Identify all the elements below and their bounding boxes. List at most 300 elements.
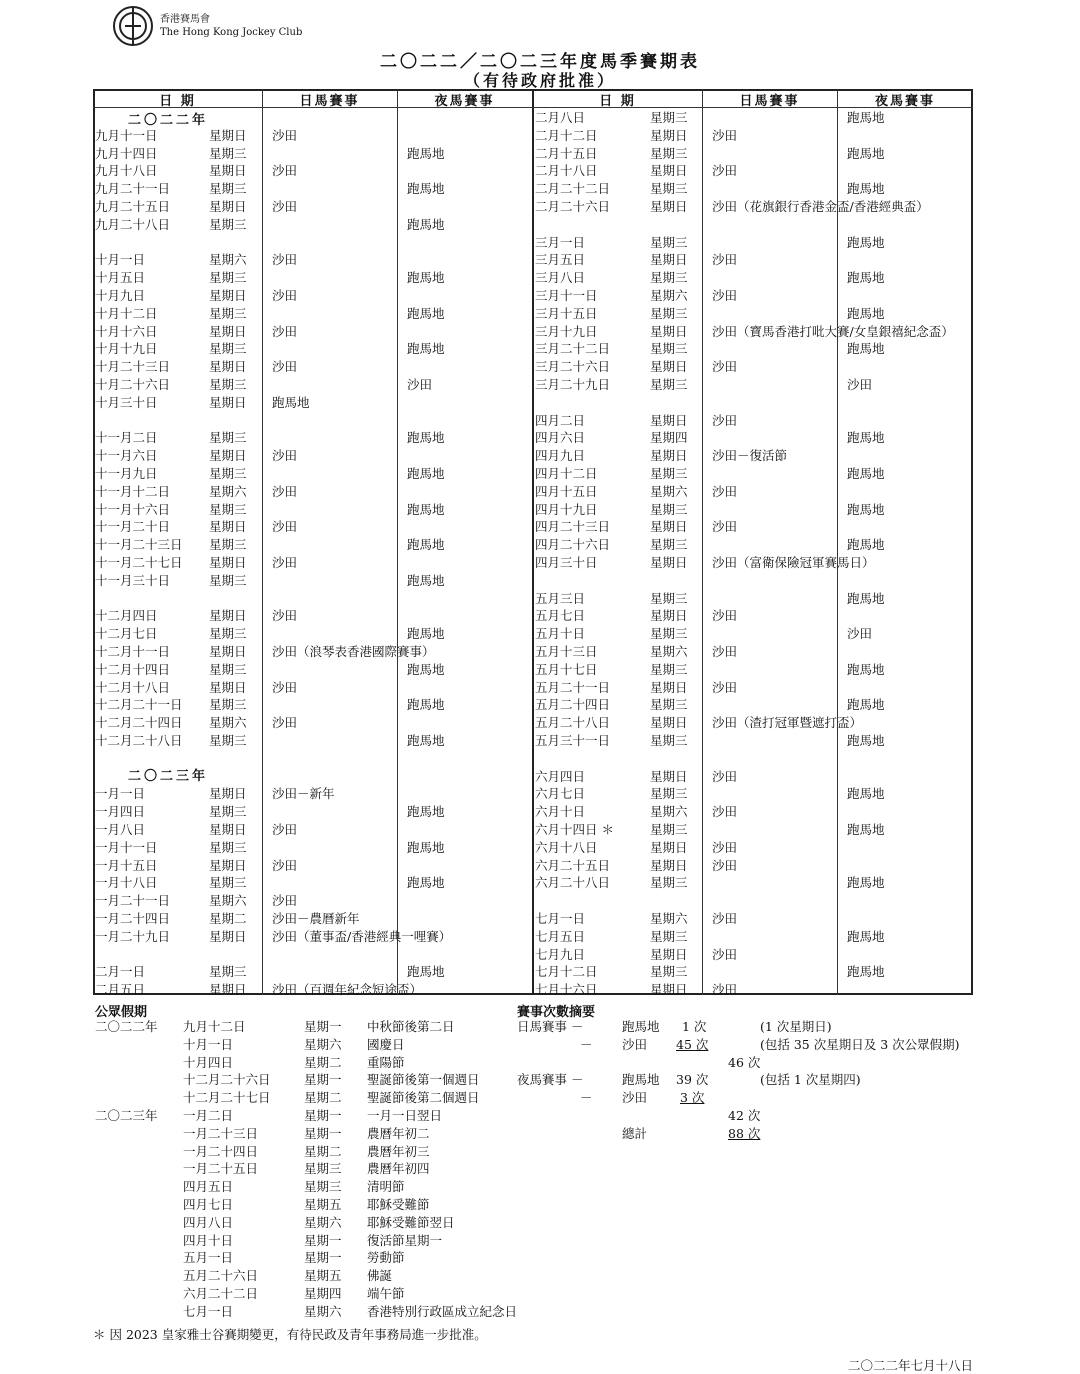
cell-weekday: 星期日 bbox=[209, 359, 247, 375]
holiday-weekday: 星期三 bbox=[304, 1161, 342, 1177]
logo-english: The Hong Kong Jockey Club bbox=[160, 27, 303, 38]
cell-weekday: 星期三 bbox=[209, 733, 247, 748]
holiday-weekday: 星期六 bbox=[304, 1214, 342, 1230]
holiday-name: 中秋節後第二日 bbox=[367, 1019, 455, 1034]
cell-weekday: 星期日 bbox=[209, 288, 247, 303]
cell-day: 沙田－新年 bbox=[272, 786, 335, 802]
cell-night: 跑馬地 bbox=[407, 270, 445, 286]
cell-date: 九月二十八日 bbox=[95, 216, 171, 232]
cell-weekday: 星期二 bbox=[209, 911, 247, 926]
cell-weekday: 星期日 bbox=[209, 519, 247, 535]
cell-weekday: 星期三 bbox=[209, 466, 247, 481]
cell-weekday: 星期三 bbox=[209, 341, 247, 357]
cell-date: 九月二十五日 bbox=[95, 199, 171, 214]
holiday-name: 復活節星期一 bbox=[367, 1232, 443, 1248]
cell-weekday: 星期日 bbox=[650, 199, 688, 214]
cell-day: 沙田 bbox=[712, 608, 738, 624]
holiday-weekday: 星期六 bbox=[304, 1036, 342, 1052]
holiday-name: 清明節 bbox=[367, 1179, 405, 1195]
holiday-weekday: 星期五 bbox=[304, 1197, 342, 1212]
cell-date: 四月二十三日 bbox=[535, 519, 611, 535]
summary-hv-day-note: (1 次星期日) bbox=[760, 1019, 832, 1034]
cell-weekday: 星期六 bbox=[650, 483, 688, 499]
cell-weekday: 星期三 bbox=[650, 234, 688, 250]
cell-weekday: 星期三 bbox=[650, 822, 688, 837]
cell-weekday: 星期日 bbox=[209, 786, 247, 802]
cell-weekday: 星期三 bbox=[650, 377, 688, 392]
holiday-name: 佛誕 bbox=[367, 1268, 393, 1284]
cell-day: 沙田 bbox=[712, 768, 738, 784]
holiday-name: 耶穌受難節翌日 bbox=[367, 1214, 455, 1230]
holiday-year: 二〇二三年 bbox=[95, 1108, 158, 1123]
cell-date: 一月十一日 bbox=[95, 839, 158, 855]
cell-day: 沙田 bbox=[272, 555, 298, 570]
cell-weekday: 星期日 bbox=[650, 715, 688, 731]
holiday-date: 一月二十三日 bbox=[183, 1125, 259, 1141]
cell-weekday: 星期三 bbox=[209, 216, 247, 232]
cell-weekday: 星期三 bbox=[209, 626, 247, 642]
cell-day: 沙田 bbox=[712, 252, 738, 268]
holiday-weekday: 星期三 bbox=[304, 1179, 342, 1195]
holiday-date: 一月二十四日 bbox=[183, 1143, 259, 1159]
cell-date: 六月七日 bbox=[535, 786, 586, 802]
holiday-weekday: 星期一 bbox=[304, 1232, 342, 1248]
cell-weekday: 星期日 bbox=[209, 163, 247, 179]
holiday-date: 四月七日 bbox=[183, 1197, 234, 1212]
cell-weekday: 星期三 bbox=[209, 305, 247, 321]
cell-date: 十二月二十八日 bbox=[95, 733, 183, 748]
holiday-name: 農曆年初四 bbox=[367, 1161, 430, 1177]
cell-night: 跑馬地 bbox=[407, 697, 445, 713]
cell-date: 五月七日 bbox=[535, 608, 586, 624]
cell-date: 十一月二十七日 bbox=[95, 555, 183, 570]
cell-day: 沙田 bbox=[272, 822, 298, 837]
cell-date: 五月十三日 bbox=[535, 644, 598, 659]
cell-date: 九月十八日 bbox=[95, 163, 158, 179]
holiday-date: 四月五日 bbox=[183, 1179, 234, 1195]
cell-date: 五月二十四日 bbox=[535, 697, 611, 713]
cell-weekday: 星期三 bbox=[650, 341, 688, 357]
cell-weekday: 星期三 bbox=[650, 875, 688, 891]
cell-weekday: 星期日 bbox=[209, 127, 247, 143]
divider bbox=[532, 89, 534, 995]
cell-weekday: 星期日 bbox=[650, 857, 688, 873]
year-label-2023: 二〇二三年 bbox=[128, 769, 209, 784]
cell-night: 沙田 bbox=[847, 377, 873, 392]
cell-night: 跑馬地 bbox=[407, 572, 445, 588]
cell-date: 十一月九日 bbox=[95, 466, 158, 481]
cell-date: 四月六日 bbox=[535, 430, 586, 446]
holiday-name: 耶穌受難節 bbox=[367, 1197, 430, 1212]
cell-date: 十二月四日 bbox=[95, 608, 158, 624]
cell-date: 一月二十一日 bbox=[95, 893, 171, 909]
holiday-date: 十二月二十七日 bbox=[183, 1090, 271, 1106]
cell-weekday: 星期日 bbox=[650, 163, 688, 179]
cell-day: 跑馬地 bbox=[272, 394, 310, 410]
cell-weekday: 星期日 bbox=[650, 555, 688, 570]
page-subtitle: （有待政府批准） bbox=[463, 71, 616, 90]
cell-date: 十一月十二日 bbox=[95, 483, 171, 499]
cell-day: 沙田 bbox=[712, 412, 738, 428]
cell-night: 跑馬地 bbox=[407, 964, 445, 980]
holiday-weekday: 星期二 bbox=[304, 1090, 342, 1106]
holiday-date: 六月二十二日 bbox=[183, 1286, 259, 1301]
cell-weekday: 星期日 bbox=[209, 679, 247, 695]
cell-weekday: 星期日 bbox=[209, 644, 247, 659]
cell-weekday: 星期三 bbox=[209, 964, 247, 980]
cell-date: 六月二十五日 bbox=[535, 857, 611, 873]
cell-day: 沙田 bbox=[272, 163, 298, 179]
divider bbox=[702, 89, 703, 995]
summary-day-label: 日馬賽事 － bbox=[517, 1019, 584, 1034]
cell-date: 一月二十九日 bbox=[95, 928, 171, 944]
cell-night: 跑馬地 bbox=[407, 733, 445, 748]
cell-night: 跑馬地 bbox=[407, 430, 445, 446]
cell-weekday: 星期日 bbox=[650, 946, 688, 962]
cell-day: 沙田 bbox=[272, 288, 298, 303]
cell-weekday: 星期日 bbox=[209, 822, 247, 837]
cell-night: 跑馬地 bbox=[847, 501, 885, 517]
cell-night: 跑馬地 bbox=[407, 341, 445, 357]
cell-weekday: 星期日 bbox=[209, 199, 247, 214]
footnote: ＊ 因 2023 皇家雅士谷賽期變更，有待民政及青年事務局進一步批准。 bbox=[93, 1327, 487, 1342]
holiday-date: 十月一日 bbox=[183, 1036, 234, 1052]
cell-day: 沙田 bbox=[272, 252, 298, 268]
holiday-weekday: 星期一 bbox=[304, 1108, 342, 1123]
cell-night: 跑馬地 bbox=[407, 145, 445, 161]
cell-weekday: 星期三 bbox=[650, 928, 688, 944]
cell-weekday: 星期日 bbox=[650, 448, 688, 464]
cell-weekday: 星期三 bbox=[209, 839, 247, 855]
holiday-date: 四月十日 bbox=[183, 1232, 234, 1248]
cell-weekday: 星期三 bbox=[209, 804, 247, 820]
cell-weekday: 星期六 bbox=[650, 644, 688, 659]
cell-date: 三月八日 bbox=[535, 270, 586, 286]
cell-weekday: 星期六 bbox=[650, 911, 688, 926]
cell-night: 跑馬地 bbox=[407, 661, 445, 677]
cell-night: 跑馬地 bbox=[847, 537, 885, 553]
cell-date: 四月十五日 bbox=[535, 483, 598, 499]
cell-weekday: 星期日 bbox=[650, 679, 688, 695]
cell-weekday: 星期日 bbox=[650, 608, 688, 624]
holiday-weekday: 星期二 bbox=[304, 1143, 342, 1159]
cell-day: 沙田（富衛保險冠軍賽馬日） bbox=[712, 555, 875, 570]
cell-night: 跑馬地 bbox=[407, 626, 445, 642]
cell-weekday: 星期三 bbox=[650, 697, 688, 713]
cell-day: 沙田（寶馬香港打吡大賽/女皇銀禧紀念盃） bbox=[712, 323, 954, 339]
cell-day: 沙田 bbox=[272, 483, 298, 499]
cell-day: 沙田 bbox=[712, 857, 738, 873]
holiday-date: 九月十二日 bbox=[183, 1019, 246, 1034]
cell-day: 沙田 bbox=[272, 199, 298, 214]
cell-day: 沙田（浪琴表香港國際賽事） bbox=[272, 644, 435, 659]
hkjc-emblem-icon bbox=[112, 5, 154, 47]
page-title: 二〇二二／二〇二三年度馬季賽期表 bbox=[380, 52, 700, 72]
cell-date: 五月十七日 bbox=[535, 661, 598, 677]
cell-night: 跑馬地 bbox=[407, 537, 445, 553]
cell-weekday: 星期三 bbox=[209, 697, 247, 713]
header-day-left: 日馬賽事 bbox=[299, 94, 360, 109]
cell-date: 十月五日 bbox=[95, 270, 146, 286]
header-night-right: 夜馬賽事 bbox=[874, 94, 935, 109]
holiday-weekday: 星期五 bbox=[304, 1268, 342, 1284]
cell-weekday: 星期日 bbox=[650, 768, 688, 784]
summary-st-day-count: 45 次 bbox=[676, 1037, 709, 1052]
summary-grand-total: 88 次 bbox=[728, 1126, 761, 1141]
cell-date: 二月八日 bbox=[535, 110, 586, 125]
cell-weekday: 星期日 bbox=[209, 394, 247, 410]
cell-date: 十二月十一日 bbox=[95, 644, 171, 659]
hkjc-logo bbox=[112, 6, 302, 46]
cell-weekday: 星期日 bbox=[650, 359, 688, 375]
cell-date: 十月三十日 bbox=[95, 394, 158, 410]
cell-night: 沙田 bbox=[847, 626, 873, 642]
cell-date: 十月十九日 bbox=[95, 341, 158, 357]
divider bbox=[837, 89, 838, 995]
cell-weekday: 星期三 bbox=[209, 501, 247, 517]
holiday-weekday: 星期一 bbox=[304, 1072, 342, 1088]
holiday-date: 七月一日 bbox=[183, 1303, 234, 1319]
issue-date: 二〇二二年七月十八日 bbox=[847, 1358, 973, 1373]
cell-day: 沙田（花旗銀行香港金盃/香港經典盃） bbox=[712, 199, 929, 214]
cell-weekday: 星期三 bbox=[650, 466, 688, 481]
cell-weekday: 星期三 bbox=[650, 590, 688, 606]
cell-date: 一月十八日 bbox=[95, 875, 158, 891]
cell-weekday: 星期六 bbox=[209, 483, 247, 499]
cell-day: 沙田 bbox=[712, 127, 738, 143]
cell-date: 十二月十八日 bbox=[95, 679, 171, 695]
cell-date: 二月十五日 bbox=[535, 145, 598, 161]
divider bbox=[262, 89, 263, 995]
summary-st-day-note: (包括 35 次星期日及 3 次公眾假期) bbox=[760, 1037, 960, 1052]
cell-weekday: 星期日 bbox=[650, 323, 688, 339]
cell-night: 跑馬地 bbox=[847, 590, 885, 606]
cell-date: 四月九日 bbox=[535, 448, 586, 464]
holiday-weekday: 星期二 bbox=[304, 1054, 342, 1070]
cell-date: 十二月二十四日 bbox=[95, 715, 183, 731]
cell-weekday: 星期三 bbox=[650, 626, 688, 642]
holiday-date: 四月八日 bbox=[183, 1214, 234, 1230]
cell-day: 沙田 bbox=[272, 715, 298, 731]
cell-night: 跑馬地 bbox=[407, 466, 445, 481]
holiday-name: 勞動節 bbox=[367, 1250, 405, 1266]
cell-weekday: 星期三 bbox=[209, 875, 247, 891]
cell-weekday: 星期三 bbox=[209, 430, 247, 446]
cell-weekday: 星期日 bbox=[209, 857, 247, 873]
holiday-weekday: 星期四 bbox=[304, 1286, 342, 1301]
summary-dash: － bbox=[580, 1090, 593, 1105]
cell-night: 跑馬地 bbox=[407, 181, 445, 197]
cell-date: 十月十六日 bbox=[95, 323, 158, 339]
cell-date: 二月一日 bbox=[95, 964, 146, 980]
cell-night: 沙田 bbox=[407, 377, 433, 392]
cell-weekday: 星期三 bbox=[209, 537, 247, 553]
cell-date: 七月一日 bbox=[535, 911, 586, 926]
holiday-name: 一月一日翌日 bbox=[367, 1108, 443, 1123]
cell-weekday: 星期三 bbox=[650, 110, 688, 125]
cell-day: 沙田 bbox=[272, 519, 298, 535]
cell-weekday: 星期六 bbox=[650, 288, 688, 303]
cell-night: 跑馬地 bbox=[407, 501, 445, 517]
cell-day: 沙田 bbox=[272, 679, 298, 695]
summary-st-night: 沙田 bbox=[622, 1090, 648, 1105]
cell-night: 跑馬地 bbox=[847, 110, 885, 125]
cell-weekday: 星期三 bbox=[650, 181, 688, 197]
holiday-year: 二〇二二年 bbox=[95, 1019, 158, 1034]
cell-weekday: 星期三 bbox=[209, 270, 247, 286]
cell-date: 十一月三十日 bbox=[95, 572, 171, 588]
cell-weekday: 星期六 bbox=[209, 252, 247, 268]
cell-date: 十月二十三日 bbox=[95, 359, 171, 375]
cell-day: 沙田（百週年紀念短途盃） bbox=[272, 982, 423, 998]
cell-weekday: 星期三 bbox=[650, 786, 688, 802]
cell-date: 十月十二日 bbox=[95, 305, 158, 321]
cell-date: 四月十九日 bbox=[535, 501, 598, 517]
holiday-name: 端午節 bbox=[367, 1286, 405, 1301]
cell-day: 沙田 bbox=[712, 911, 738, 926]
cell-date: 四月十二日 bbox=[535, 466, 598, 481]
cell-date: 三月一日 bbox=[535, 234, 586, 250]
header-day-right: 日馬賽事 bbox=[739, 94, 800, 109]
cell-day: 沙田 bbox=[712, 483, 738, 499]
cell-date: 一月四日 bbox=[95, 804, 146, 820]
cell-night: 跑馬地 bbox=[407, 305, 445, 321]
holiday-name: 農曆年初三 bbox=[367, 1143, 430, 1159]
holiday-date: 一月二十五日 bbox=[183, 1161, 259, 1177]
cell-weekday: 星期六 bbox=[209, 715, 247, 731]
cell-date: 三月二十六日 bbox=[535, 359, 611, 375]
cell-date: 十一月二日 bbox=[95, 430, 158, 446]
holiday-date: 十月四日 bbox=[183, 1054, 234, 1070]
cell-night: 跑馬地 bbox=[847, 430, 885, 446]
summary-night-total: 42 次 bbox=[728, 1108, 761, 1123]
cell-date: 五月二十八日 bbox=[535, 715, 611, 731]
summary-hv-night: 跑馬地 bbox=[622, 1072, 660, 1087]
header-divider bbox=[93, 107, 973, 108]
holiday-date: 一月二日 bbox=[183, 1108, 234, 1123]
cell-weekday: 星期六 bbox=[209, 893, 247, 909]
summary-title: 賽事次數摘要 bbox=[517, 1005, 596, 1020]
summary-hv-day: 跑馬地 bbox=[622, 1019, 660, 1034]
cell-date: 四月二十六日 bbox=[535, 537, 611, 553]
cell-night: 跑馬地 bbox=[847, 822, 885, 837]
holiday-weekday: 星期一 bbox=[304, 1125, 342, 1141]
cell-day: 沙田 bbox=[712, 163, 738, 179]
cell-date: 九月十一日 bbox=[95, 127, 158, 143]
cell-day: 沙田 bbox=[712, 679, 738, 695]
year-label-2022: 二〇二二年 bbox=[128, 113, 209, 128]
cell-day: 沙田 bbox=[272, 127, 298, 143]
cell-day: 沙田 bbox=[272, 323, 298, 339]
cell-date: 十二月二十一日 bbox=[95, 697, 183, 713]
cell-night: 跑馬地 bbox=[847, 875, 885, 891]
cell-date: 十一月二十三日 bbox=[95, 537, 183, 553]
cell-day: 沙田 bbox=[712, 644, 738, 659]
cell-weekday: 星期日 bbox=[650, 982, 688, 998]
cell-date: 五月三日 bbox=[535, 590, 586, 606]
cell-night: 跑馬地 bbox=[407, 216, 445, 232]
summary-hv-night-note: (包括 1 次星期四) bbox=[760, 1072, 861, 1087]
cell-date: 九月十四日 bbox=[95, 145, 158, 161]
holiday-weekday: 星期一 bbox=[304, 1250, 342, 1266]
cell-date: 七月十六日 bbox=[535, 982, 598, 998]
cell-date: 二月十八日 bbox=[535, 163, 598, 179]
cell-date: 二月五日 bbox=[95, 982, 146, 998]
cell-weekday: 星期日 bbox=[209, 448, 247, 464]
cell-weekday: 星期日 bbox=[209, 608, 247, 624]
cell-weekday: 星期三 bbox=[650, 964, 688, 980]
cell-date: 一月一日 bbox=[95, 786, 146, 802]
cell-night: 跑馬地 bbox=[407, 804, 445, 820]
cell-date: 三月二十二日 bbox=[535, 341, 611, 357]
cell-date: 一月八日 bbox=[95, 822, 146, 837]
summary-night-label: 夜馬賽事 － bbox=[517, 1072, 584, 1087]
cell-date: 一月十五日 bbox=[95, 857, 158, 873]
cell-night: 跑馬地 bbox=[847, 181, 885, 197]
cell-night: 跑馬地 bbox=[847, 661, 885, 677]
cell-day: 沙田 bbox=[712, 946, 738, 962]
cell-day: 沙田 bbox=[272, 857, 298, 873]
summary-day-total: 46 次 bbox=[728, 1055, 761, 1070]
summary-st-night-count: 3 次 bbox=[680, 1090, 705, 1105]
cell-weekday: 星期三 bbox=[650, 661, 688, 677]
cell-date: 五月二十一日 bbox=[535, 679, 611, 695]
cell-weekday: 星期三 bbox=[209, 181, 247, 197]
cell-day: 沙田（渣打冠軍暨遮打盃） bbox=[712, 715, 863, 731]
cell-weekday: 星期日 bbox=[650, 839, 688, 855]
cell-weekday: 星期日 bbox=[209, 928, 247, 944]
cell-night: 跑馬地 bbox=[407, 839, 445, 855]
cell-date: 七月十二日 bbox=[535, 964, 598, 980]
cell-night: 跑馬地 bbox=[847, 341, 885, 357]
logo-chinese: 香港賽馬會 bbox=[160, 14, 210, 25]
cell-date: 十一月十六日 bbox=[95, 501, 171, 517]
cell-weekday: 星期日 bbox=[650, 252, 688, 268]
cell-date: 十月二十六日 bbox=[95, 377, 171, 392]
cell-night: 跑馬地 bbox=[847, 697, 885, 713]
cell-weekday: 星期日 bbox=[209, 982, 247, 998]
cell-day: 沙田（董事盃/香港經典一哩賽） bbox=[272, 928, 452, 944]
cell-day: 沙田 bbox=[712, 359, 738, 375]
cell-night: 跑馬地 bbox=[847, 145, 885, 161]
cell-date: 九月二十一日 bbox=[95, 181, 171, 197]
header-night-left: 夜馬賽事 bbox=[434, 94, 495, 109]
holiday-date: 五月一日 bbox=[183, 1250, 234, 1266]
cell-night: 跑馬地 bbox=[847, 786, 885, 802]
cell-weekday: 星期三 bbox=[650, 537, 688, 553]
cell-weekday: 星期六 bbox=[650, 804, 688, 820]
cell-date: 一月二十四日 bbox=[95, 911, 171, 926]
cell-date: 六月十日 bbox=[535, 804, 586, 820]
cell-day: 沙田 bbox=[712, 519, 738, 535]
cell-date: 十月一日 bbox=[95, 252, 146, 268]
cell-weekday: 星期三 bbox=[650, 145, 688, 161]
holiday-name: 聖誕節後第一個週日 bbox=[367, 1072, 480, 1088]
holiday-weekday: 星期六 bbox=[304, 1303, 342, 1319]
cell-night: 跑馬地 bbox=[847, 466, 885, 481]
cell-day: 沙田 bbox=[712, 982, 738, 998]
cell-date: 三月五日 bbox=[535, 252, 586, 268]
cell-date: 二月二十六日 bbox=[535, 199, 611, 214]
cell-day: 沙田 bbox=[272, 359, 298, 375]
cell-date: 六月四日 bbox=[535, 768, 586, 784]
summary-hv-night-count: 39 次 bbox=[676, 1072, 709, 1087]
cell-night: 跑馬地 bbox=[847, 928, 885, 944]
cell-weekday: 星期三 bbox=[650, 270, 688, 286]
cell-date: 三月十九日 bbox=[535, 323, 598, 339]
cell-date: 三月十一日 bbox=[535, 288, 598, 303]
summary-hv-day-count: 1 次 bbox=[682, 1019, 707, 1034]
